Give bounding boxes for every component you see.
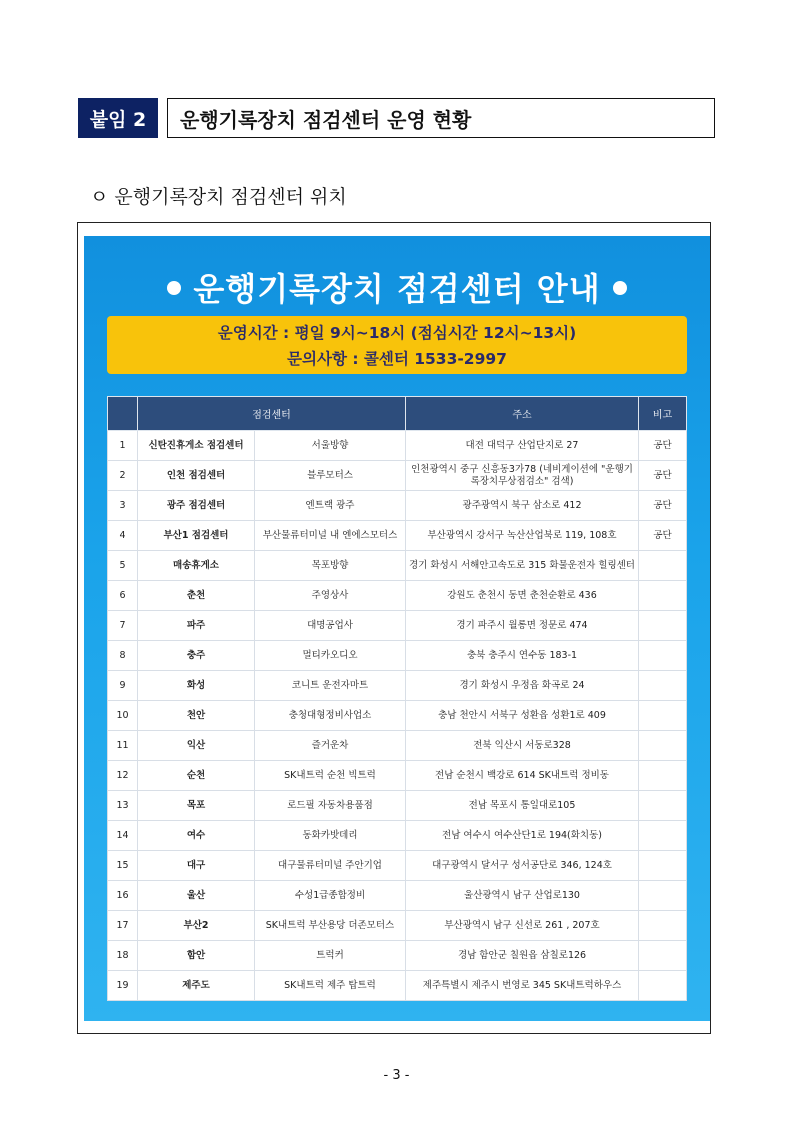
center-name: 광주 점검센터 xyxy=(138,491,255,521)
row-number: 12 xyxy=(108,761,138,791)
table-row xyxy=(108,431,687,461)
table-row xyxy=(108,611,687,641)
center-address: 대전 대덕구 산업단지로 27 xyxy=(406,431,639,461)
row-number: 7 xyxy=(108,611,138,641)
center-note xyxy=(639,971,687,1001)
table-row xyxy=(108,881,687,911)
center-name: 여수 xyxy=(138,821,255,851)
row-number: 6 xyxy=(108,581,138,611)
center-agency: 대명공업사 xyxy=(255,611,406,641)
center-address: 광주광역시 북구 삼소로 412 xyxy=(406,491,639,521)
info-banner xyxy=(107,316,687,374)
center-address: 경기 화성시 서해안고속도로 315 화물운전자 힐링센터 xyxy=(406,551,639,581)
center-note xyxy=(639,911,687,941)
center-agency: 블루모터스 xyxy=(255,461,406,491)
center-agency: SK내트럭 제주 탑트럭 xyxy=(255,971,406,1001)
poster xyxy=(84,236,710,1021)
table-row xyxy=(108,791,687,821)
center-agency: 트럭커 xyxy=(255,941,406,971)
center-name: 제주도 xyxy=(138,971,255,1001)
row-number: 14 xyxy=(108,821,138,851)
center-address: 전북 익산시 서동로328 xyxy=(406,731,639,761)
center-note: 공단 xyxy=(639,491,687,521)
center-address: 전남 순천시 백강로 614 SK내트럭 정비동 xyxy=(406,761,639,791)
center-name: 충주 xyxy=(138,641,255,671)
center-address: 부산광역시 강서구 녹산산업북로 119, 108호 xyxy=(406,521,639,551)
section-header xyxy=(78,98,472,138)
header-no xyxy=(108,397,138,431)
header-center: 점검센터 xyxy=(138,397,406,431)
center-name: 부산2 xyxy=(138,911,255,941)
row-number: 15 xyxy=(108,851,138,881)
center-note xyxy=(639,791,687,821)
center-address: 강원도 춘천시 동면 춘천순환로 436 xyxy=(406,581,639,611)
center-name: 인천 점검센터 xyxy=(138,461,255,491)
center-note xyxy=(639,611,687,641)
center-address: 경기 파주시 월롱면 정문로 474 xyxy=(406,611,639,641)
center-address: 충남 천안시 서북구 성환읍 성환1로 409 xyxy=(406,701,639,731)
center-address: 울산광역시 남구 산업로130 xyxy=(406,881,639,911)
center-address: 경남 함안군 칠원읍 삼칠로126 xyxy=(406,941,639,971)
center-note: 공단 xyxy=(639,521,687,551)
table-row xyxy=(108,731,687,761)
row-number: 16 xyxy=(108,881,138,911)
row-number: 1 xyxy=(108,431,138,461)
center-address: 충북 충주시 연수동 183-1 xyxy=(406,641,639,671)
table-body xyxy=(108,431,687,1001)
center-name: 함안 xyxy=(138,941,255,971)
center-name: 신탄진휴게소 점검센터 xyxy=(138,431,255,461)
center-note: 공단 xyxy=(639,431,687,461)
table-row xyxy=(108,461,687,491)
bullet-dot-icon xyxy=(167,281,181,295)
center-agency: SK내트럭 순천 빅트럭 xyxy=(255,761,406,791)
center-name: 순천 xyxy=(138,761,255,791)
center-table xyxy=(107,396,687,1001)
center-name: 춘천 xyxy=(138,581,255,611)
center-address: 대구광역시 달서구 성서공단로 346, 124호 xyxy=(406,851,639,881)
center-name: 파주 xyxy=(138,611,255,641)
center-name: 천안 xyxy=(138,701,255,731)
table-row xyxy=(108,671,687,701)
center-note xyxy=(639,641,687,671)
center-note xyxy=(639,581,687,611)
subheading: ㅇ 운행기록장치 점검센터 위치 xyxy=(90,186,347,208)
center-note xyxy=(639,761,687,791)
center-agency: 엔트랙 광주 xyxy=(255,491,406,521)
center-note xyxy=(639,881,687,911)
center-note xyxy=(639,941,687,971)
header-note: 비고 xyxy=(639,397,687,431)
bullet-dot-icon xyxy=(613,281,627,295)
table-row xyxy=(108,941,687,971)
attachment-badge: 붙임 2 xyxy=(78,98,158,138)
row-number: 19 xyxy=(108,971,138,1001)
center-note xyxy=(639,671,687,701)
center-note xyxy=(639,851,687,881)
center-address: 경기 화성시 우정읍 화곡로 24 xyxy=(406,671,639,701)
table-row xyxy=(108,701,687,731)
center-address: 부산광역시 남구 신선로 261 , 207호 xyxy=(406,911,639,941)
center-name: 울산 xyxy=(138,881,255,911)
table-row xyxy=(108,551,687,581)
poster-title xyxy=(84,264,710,310)
table-row xyxy=(108,971,687,1001)
center-agency: 주영상사 xyxy=(255,581,406,611)
table-row xyxy=(108,851,687,881)
center-note xyxy=(639,731,687,761)
row-number: 2 xyxy=(108,461,138,491)
center-note xyxy=(639,821,687,851)
center-note xyxy=(639,701,687,731)
center-agency: 코니트 운전자마트 xyxy=(255,671,406,701)
row-number: 5 xyxy=(108,551,138,581)
operating-hours: 운영시간 : 평일 9시~18시 (점심시간 12시~13시) xyxy=(217,324,577,342)
contact-info: 문의사항 : 콜센터 1533-2997 xyxy=(287,350,507,368)
center-name: 대구 xyxy=(138,851,255,881)
row-number: 8 xyxy=(108,641,138,671)
table-row xyxy=(108,911,687,941)
row-number: 13 xyxy=(108,791,138,821)
page-number: - 3 - xyxy=(383,1068,410,1083)
center-agency: 멀티카오디오 xyxy=(255,641,406,671)
center-address: 전남 목포시 통일대로105 xyxy=(406,791,639,821)
center-agency: 로드필 자동차용품점 xyxy=(255,791,406,821)
center-address: 제주특별시 제주시 번영로 345 SK내트럭하우스 xyxy=(406,971,639,1001)
center-name: 매송휴게소 xyxy=(138,551,255,581)
row-number: 3 xyxy=(108,491,138,521)
center-agency: 목포방향 xyxy=(255,551,406,581)
row-number: 10 xyxy=(108,701,138,731)
table-row xyxy=(108,491,687,521)
poster-title-text: 운행기록장치 점검센터 안내 xyxy=(193,270,601,308)
center-agency: 서울방향 xyxy=(255,431,406,461)
table-row xyxy=(108,581,687,611)
center-name: 화성 xyxy=(138,671,255,701)
center-agency: SK내트럭 부산용당 더존모터스 xyxy=(255,911,406,941)
table-row xyxy=(108,521,687,551)
center-name: 목포 xyxy=(138,791,255,821)
table-row xyxy=(108,641,687,671)
center-agency: 수성1급종합정비 xyxy=(255,881,406,911)
center-address: 인천광역시 중구 신흥동3가78 (네비게이션에 "운행기록장치무상점검소" 검색) xyxy=(406,461,639,491)
center-name: 익산 xyxy=(138,731,255,761)
table-row xyxy=(108,761,687,791)
center-address: 전남 여수시 여수산단1로 194(화치동) xyxy=(406,821,639,851)
center-agency: 즐거운차 xyxy=(255,731,406,761)
center-note xyxy=(639,551,687,581)
table-header-row xyxy=(108,397,687,431)
center-agency: 충청대형정비사업소 xyxy=(255,701,406,731)
row-number: 9 xyxy=(108,671,138,701)
center-agency: 동화카밧데리 xyxy=(255,821,406,851)
row-number: 17 xyxy=(108,911,138,941)
center-name: 부산1 점검센터 xyxy=(138,521,255,551)
row-number: 4 xyxy=(108,521,138,551)
center-note: 공단 xyxy=(639,461,687,491)
header-address: 주소 xyxy=(406,397,639,431)
row-number: 11 xyxy=(108,731,138,761)
row-number: 18 xyxy=(108,941,138,971)
center-agency: 대구물류터미널 주안기업 xyxy=(255,851,406,881)
section-title: 운행기록장치 점검센터 운영 현황 xyxy=(167,98,715,138)
center-agency: 부산물류터미널 내 엔에스모터스 xyxy=(255,521,406,551)
table-row xyxy=(108,821,687,851)
